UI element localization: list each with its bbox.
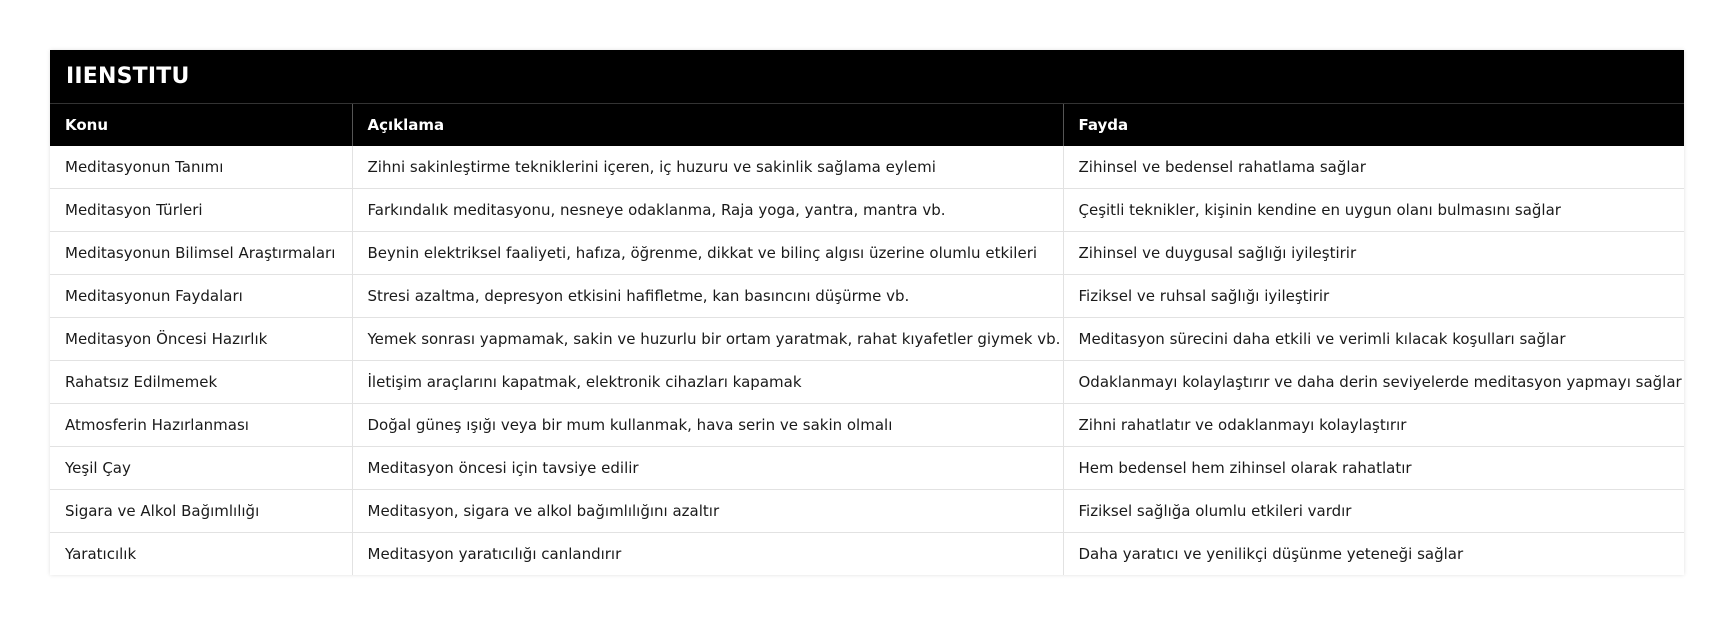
cell-benefit: Fiziksel ve ruhsal sağlığı iyileştirir — [1063, 275, 1684, 318]
brand-title: IIENSTITU — [50, 50, 1684, 104]
cell-topic: Meditasyon Öncesi Hazırlık — [50, 318, 352, 361]
table-row — [50, 189, 1684, 232]
cell-benefit: Zihinsel ve duygusal sağlığı iyileştirir — [1063, 232, 1684, 275]
table-row — [50, 232, 1684, 275]
header-row — [50, 104, 1684, 146]
cell-description: Meditasyon yaratıcılığı canlandırır — [352, 533, 1063, 576]
cell-benefit: Odaklanmayı kolaylaştırır ve daha derin seviyelerde meditasyon yapmayı sağlar — [1063, 361, 1684, 404]
table-row — [50, 318, 1684, 361]
cell-topic: Yeşil Çay — [50, 447, 352, 490]
table-row — [50, 490, 1684, 533]
cell-topic: Meditasyonun Bilimsel Araştırmaları — [50, 232, 352, 275]
table-row — [50, 533, 1684, 576]
cell-description: Meditasyon, sigara ve alkol bağımlılığını azaltır — [352, 490, 1063, 533]
cell-topic: Rahatsız Edilmemek — [50, 361, 352, 404]
cell-benefit: Zihinsel ve bedensel rahatlama sağlar — [1078, 158, 1366, 176]
cell-description: Yemek sonrası yapmamak, sakin ve huzurlu bir ortam yaratmak, rahat kıyafetler giymek vb. — [352, 318, 1063, 361]
cell-benefit: Zihni rahatlatır ve odaklanmayı kolaylaştırır — [1063, 404, 1684, 447]
cell-description: Beynin elektriksel faaliyeti, hafıza, öğrenme, dikkat ve bilinç algısı üzerine olumlu etkileri — [352, 232, 1063, 275]
table-row — [50, 146, 1684, 189]
column-header-aciklama: Açıklama — [352, 104, 1063, 146]
table-row — [50, 361, 1684, 404]
info-table — [50, 104, 1684, 575]
cell-topic: Meditasyon Türleri — [50, 189, 352, 232]
table-header — [50, 104, 1684, 146]
cell-description: Zihni sakinleştirme tekniklerini içeren, iç huzuru ve sakinlik sağlama eylemi — [352, 146, 1063, 189]
cell-topic: Meditasyonun Faydaları — [50, 275, 352, 318]
cell-description: Farkındalık meditasyonu, nesneye odaklanma, Raja yoga, yantra, mantra vb. — [352, 189, 1063, 232]
cell-topic: Sigara ve Alkol Bağımlılığı — [50, 490, 352, 533]
cell-benefit: Meditasyon sürecini daha etkili ve verimli kılacak koşulları sağlar — [1063, 318, 1684, 361]
cell-topic: Meditasyonun Tanımı — [50, 146, 352, 189]
cell-description: İletişim araçlarını kapatmak, elektronik cihazları kapamak — [352, 361, 1063, 404]
table-body — [50, 146, 1684, 575]
cell-benefit: Fiziksel sağlığa olumlu etkileri vardır — [1063, 490, 1684, 533]
cell-description: Stresi azaltma, depresyon etkisini hafifletme, kan basıncını düşürme vb. — [352, 275, 1063, 318]
cell-topic: Yaratıcılık — [50, 533, 352, 576]
cell-topic: Atmosferin Hazırlanması — [50, 404, 352, 447]
cell-benefit: Hem bedensel hem zihinsel olarak rahatlatır — [1063, 447, 1684, 490]
table-row — [50, 447, 1684, 490]
column-header-fayda: Fayda — [1063, 104, 1684, 146]
table-row — [50, 404, 1684, 447]
info-table-container — [50, 50, 1684, 575]
cell-description: Meditasyon öncesi için tavsiye edilir — [352, 447, 1063, 490]
column-header-konu: Konu — [50, 104, 352, 146]
cell-benefit: Çeşitli teknikler, kişinin kendine en uygun olanı bulmasını sağlar — [1063, 189, 1684, 232]
cell-description: Doğal güneş ışığı veya bir mum kullanmak, hava serin ve sakin olmalı — [352, 404, 1063, 447]
table-row — [50, 275, 1684, 318]
cell-benefit: Daha yaratıcı ve yenilikçi düşünme yeteneği sağlar — [1063, 533, 1684, 576]
